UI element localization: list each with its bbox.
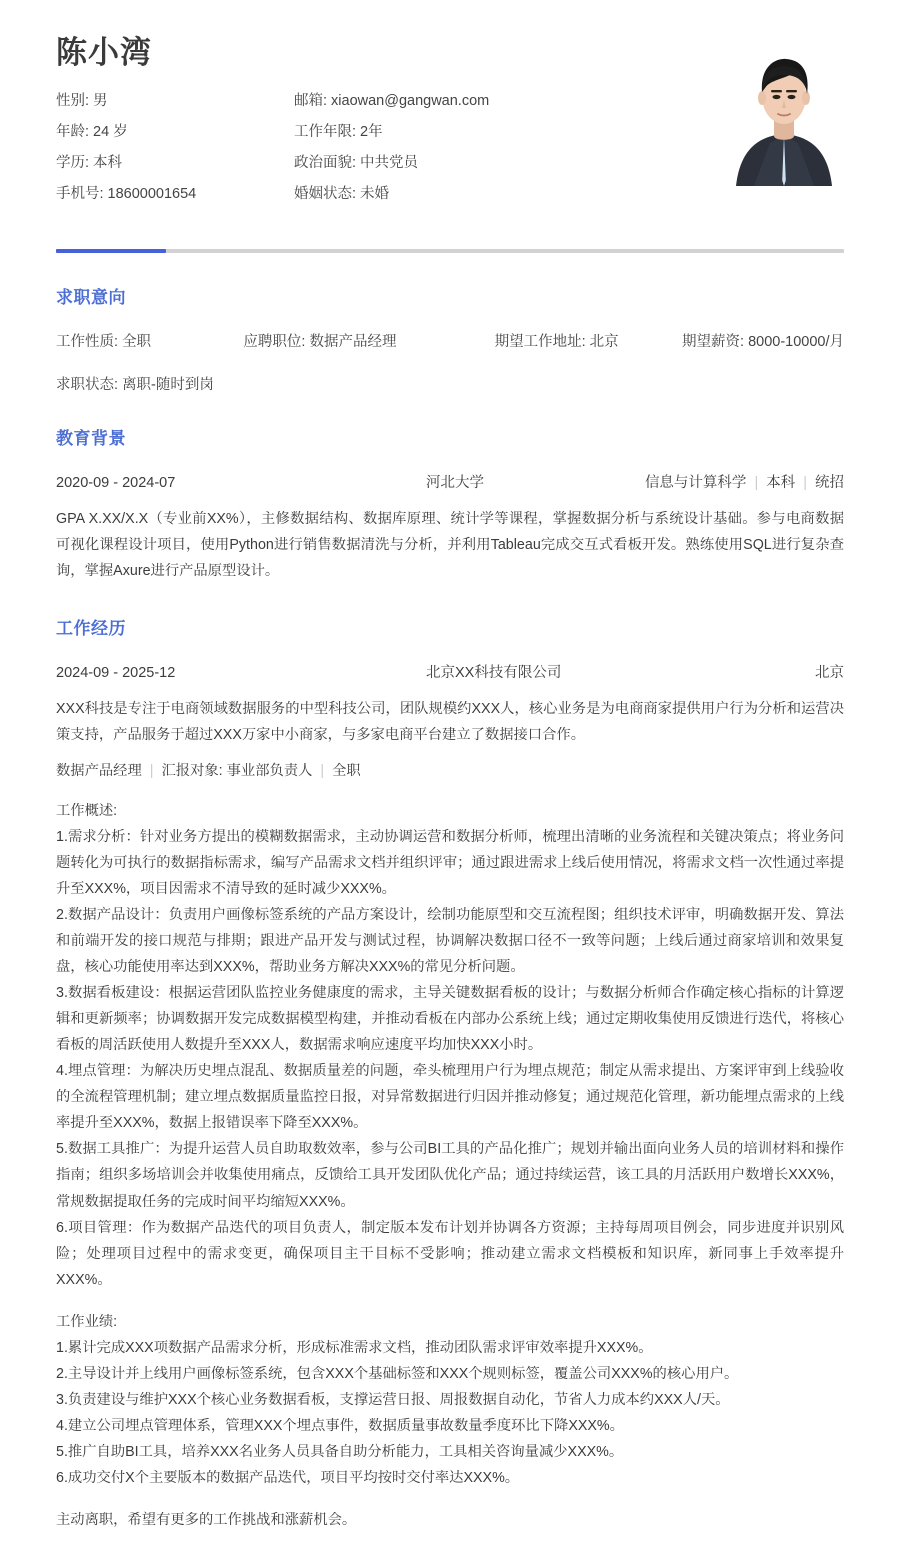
intent-position [243,330,494,351]
header-divider [56,249,844,253]
education-school: 河北大学 [426,475,484,492]
work-achievement-item: 2.主导设计并上线用户画像标签系统，包含XXX个基础标签和XXX个规则标签，覆盖公司XXX%的核心用户。 [56,1365,739,1382]
intent-location [495,330,682,351]
work-overview-item: 5.数据工具推广：为提升运营人员自助取数效率，参与公司BI工具的产品化推广；规划并输出面向业务人员的培训材料和操作指南；组织多场培训会并收集使用痛点，反馈给工具开发团队优化产品；通过持续运营，该工具的月活跃用户数增长XXX%，常规数据提取任务的完成时间平均缩短XXX%。 [56,1141,844,1210]
work-location: 北京 [815,665,844,682]
section-title-education: 教育背景 [56,429,126,449]
work-achievement-item: 6.成功交付X个主要版本的数据产品迭代，项目平均按时交付率达XXX%。 [56,1469,520,1486]
info-age-value: 24 岁 [93,124,128,141]
info-years [294,120,676,141]
info-degree-label: 学历: [56,155,90,172]
info-email-label: 邮箱: [294,93,328,110]
section-title-work: 工作经历 [56,619,126,639]
section-job-intent [56,283,844,394]
work-overview-label: 工作概述: [56,803,118,820]
work-role-title: 数据产品经理 [56,763,142,780]
separator-icon: | [320,763,325,780]
info-political-label: 政治面貌: [294,155,357,172]
education-major: 信息与计算科学 [644,475,747,492]
info-age-label: 年龄: [56,124,90,141]
work-overview-item: 6.项目管理：作为数据产品迭代的项目负责人，制定版本发布计划并协调各方资源；主持每周项目例会，同步进度并识别风险；处理项目过程中的需求变更，确保项目主干目标不受影响；推动建立需求文档模板和知识库，新同事上手效率提升XXX%。 [56,1219,844,1288]
intent-location-label: 期望工作地址: [494,334,586,351]
section-work-experience [56,614,844,1552]
work-achievement-item: 5.推广自助BI工具，培养XXX名业务人员具备自助分析能力，工具相关咨询量减少XXX%。 [56,1443,624,1460]
education-description: GPA X.XX/X.X（专业前XX%），主修数据结构、数据库原理、统计学等课程，掌握数据分析与系统设计基础。参与电商数据可视化课程设计项目，使用Python进行销售数据清洗与分析，并利用Tableau完成交互式看板开发。熟练使用SQL进行复杂查询，掌握Axure进行产品原型设计。 [56,511,844,580]
info-email-value: xiaowan@gangwan.com [331,93,490,110]
job-intent-row-2 [56,373,844,394]
section-title-job-intent: 求职意向 [56,288,126,308]
education-admission: 统招 [815,475,844,492]
work-achievement-item: 4.建立公司埋点管理体系，管理XXX个埋点事件，数据质量事故数量季度环比下降XXX%。 [56,1417,624,1434]
resume-header [56,0,844,203]
info-degree-value: 本科 [93,155,123,172]
intent-status-value: 离职-随时到岗 [122,377,214,394]
work-meta-row [56,661,844,682]
info-marital-label: 婚姻状态: [294,186,357,203]
candidate-photo [724,42,844,186]
info-marital-value: 未婚 [360,186,390,203]
info-years-value: 2年 [360,124,383,141]
section-education [56,424,844,584]
intent-salary-value: 8000-10000/月 [748,334,844,351]
intent-status-label: 求职状态: [56,377,119,394]
work-company: 北京XX科技有限公司 [426,665,562,682]
intent-position-value: 数据产品经理 [309,334,397,351]
intent-job-type-value: 全职 [122,334,152,351]
info-political [294,151,676,172]
work-overview-block [56,798,844,1292]
info-years-label: 工作年限: [294,124,357,141]
spacer [56,1293,844,1309]
work-closing-note: 主动离职，希望有更多的工作挑战和涨薪机会。 [56,1511,357,1528]
spacer [56,1491,844,1507]
info-phone [56,182,294,203]
work-achievement-item: 1.累计完成XXX项数据产品需求分析，形成标准需求文档，推动团队需求评审效率提升XXX%。 [56,1339,653,1356]
intent-position-label: 应聘职位: [243,334,306,351]
intent-salary [682,330,844,351]
work-employment-type: 全职 [332,763,361,780]
work-overview-item: 4.埋点管理：为解决历史埋点混乱、数据质量差的问题，牵头梳理用户行为埋点规范；制定从需求提出、方案评审到上线验收的全流程管理机制；建立埋点数据质量监控日报，对异常数据进行归因并推动修复；通过规范化管理，新功能埋点需求的上线率提升至XXX%，数据上报错误率下降至XXX%。 [56,1063,844,1132]
work-achievement-block [56,1309,844,1491]
info-degree [56,151,294,172]
separator-icon: | [149,763,154,780]
work-overview-item: 1.需求分析：针对业务方提出的模糊数据需求，主动协调运营和数据分析师，梳理出清晰的业务流程和关键决策点；将业务问题转化为可执行的数据指标需求，编写产品需求文档并组织评审；通过跟进需求上线后使用情况，将需求文档一次性通过率提升至XXX%，项目因需求不清导致的延时减少XXX%。 [56,829,844,898]
separator-icon: | [803,475,807,492]
info-phone-label: 手机号: [56,186,104,203]
work-achievement-label: 工作业绩: [56,1313,118,1330]
work-achievement-item: 3.负责建设与维护XXX个核心业务数据看板，支撑运营日报、周报数据自动化，节省人力成本约XXX人/天。 [56,1391,730,1408]
work-date: 2024-09 - 2025-12 [56,665,176,682]
info-gender-label: 性别: [56,93,90,110]
candidate-name: 陈小湾 [56,35,152,70]
education-degree: 本科 [766,475,796,492]
education-tags [645,471,844,492]
info-marital [294,182,676,203]
intent-location-value: 北京 [589,334,619,351]
info-email [294,89,676,110]
info-age [56,120,294,141]
intent-job-type [56,330,243,351]
company-introduction: XXX科技是专注于电商领域数据服务的中型科技公司，团队规模约XXX人，核心业务是为电商商家提供用户行为分析和运营决策支持，产品服务于超过XXX万家中小商家，与多家电商平台建立了数据接口合作。 [56,701,844,744]
info-gender-value: 男 [93,93,108,110]
work-overview-item: 2.数据产品设计：负责用户画像标签系统的产品方案设计，绘制功能原型和交互流程图；组织技术评审，明确数据开发、算法和前端开发的接口规范与排期；跟进产品开发与测试过程，协调解决数据口径不一致等问题；上线后通过商家培训和效果复盘，核心功能使用率达到XXX%，帮助业务方解决XXX%的常见分析问题。 [56,907,844,976]
work-report-to: 汇报对象: 事业部负责人 [161,763,313,780]
info-gender [56,89,294,110]
basic-info-grid [56,89,676,203]
job-intent-row-1 [56,330,844,351]
work-overview-item: 3.数据看板建设：根据运营团队监控业务健康度的需求，主导关键数据看板的设计；与数据分析师合作确定核心指标的计算逻辑和更新频率；协调数据开发完成数据模型构建，并推动看板在内部办公系统上线；通过定期收集使用反馈进行迭代，将核心看板的周活跃使用人数提升至XXX人，数据需求响应速度平均加快XXX小时。 [56,985,844,1054]
intent-job-type-label: 工作性质: [56,334,119,351]
intent-salary-label: 期望薪资: [682,334,745,351]
education-date: 2020-09 - 2024-07 [56,475,176,492]
info-phone-value: 18600001654 [107,186,197,203]
info-political-value: 中共党员 [360,155,419,172]
separator-icon: | [754,475,759,492]
education-meta-row [56,471,844,492]
work-role-tags [56,760,844,780]
intent-status [56,373,214,394]
